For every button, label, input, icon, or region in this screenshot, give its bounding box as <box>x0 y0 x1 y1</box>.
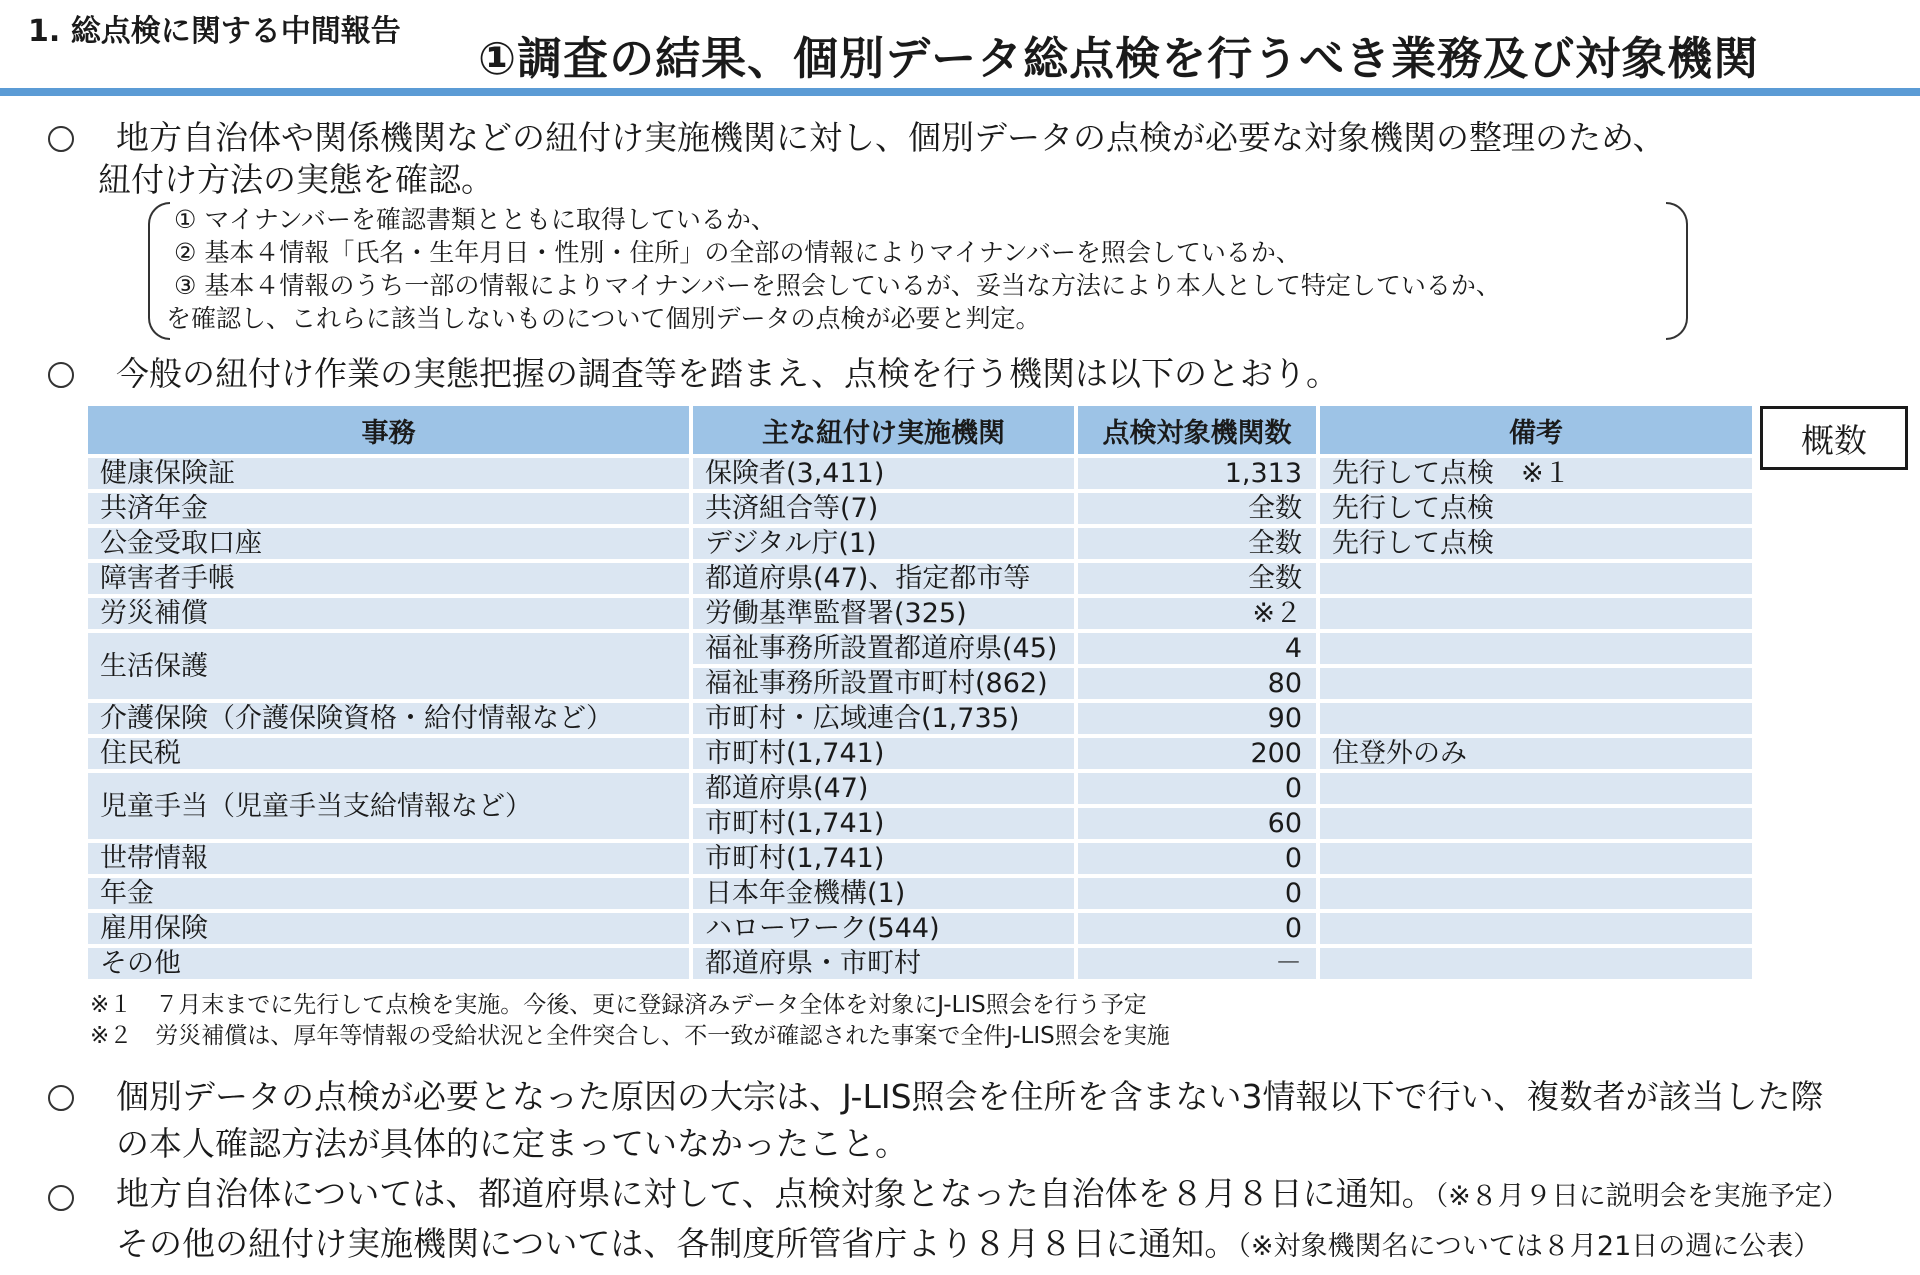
org-cell: 市町村(1,741) <box>693 843 1078 878</box>
table-header-row <box>88 406 1752 458</box>
paragraph-3-line-1: 個別データの点検が必要となった原因の大宗は、J-LIS照会を住所を含まない3情報以下で行い、複数者が該当した際 <box>116 1077 1824 1116</box>
remarks-cell <box>1320 633 1752 668</box>
org-cell: 市町村・広域連合(1,735) <box>693 703 1078 738</box>
section-label: 1. 総点検に関する中間報告 <box>28 14 401 49</box>
paragraph-4-line-1 <box>116 1172 1849 1219</box>
table-row <box>88 703 1752 738</box>
table-row <box>88 843 1752 878</box>
task-cell: その他 <box>88 948 693 983</box>
task-cell: 生活保護 <box>88 633 693 703</box>
count-cell: 0 <box>1078 913 1320 948</box>
org-cell: 福祉事務所設置市町村(862) <box>693 668 1078 703</box>
org-cell: 市町村(1,741) <box>693 808 1078 843</box>
header-task: 事務 <box>88 406 693 458</box>
table-row <box>88 633 1752 668</box>
count-cell: 1,313 <box>1078 458 1320 493</box>
remarks-cell <box>1320 843 1752 878</box>
header-count: 点検対象機関数 <box>1078 406 1320 458</box>
table-row <box>88 773 1752 808</box>
footnote-1: ※１ ７月末までに先行して点検を実施。今後、更に登録済みデータ全体を対象にJ-LIS照会を行う予定 <box>90 992 1147 1018</box>
task-cell: 労災補償 <box>88 598 693 633</box>
task-cell: 雇用保険 <box>88 913 693 948</box>
remarks-cell <box>1320 703 1752 738</box>
count-cell: ※２ <box>1078 598 1320 633</box>
paragraph-4-line-2 <box>116 1222 1820 1269</box>
count-cell: 全数 <box>1078 493 1320 528</box>
table-row <box>88 878 1752 913</box>
criteria-conclusion: を確認し、これらに該当しないものについて個別データの点検が必要と判定。 <box>166 304 1041 333</box>
org-cell: 都道府県・市町村 <box>693 948 1078 983</box>
page-title: ①調査の結果、個別データ総点検を行うべき業務及び対象機関 <box>478 32 1760 85</box>
criteria-box <box>148 202 1688 340</box>
org-cell: ハローワーク(544) <box>693 913 1078 948</box>
remarks-cell <box>1320 913 1752 948</box>
table-row <box>88 458 1752 493</box>
title-rule <box>0 88 1920 96</box>
paragraph-4-line-2-aside: （※対象機関名については８月21日の週に公表） <box>1237 1231 1821 1262</box>
paragraph-1-line-2: 紐付け方法の実態を確認。 <box>98 160 494 199</box>
task-cell: 障害者手帳 <box>88 563 693 598</box>
footnote-2: ※２ 労災補償は、厚年等情報の受給状況と全件突合し、不一致が確認された事案で全件J-LIS照会を実施 <box>90 1023 1170 1049</box>
table-row <box>88 493 1752 528</box>
header-org: 主な紐付け実施機関 <box>693 406 1078 458</box>
count-cell: － <box>1078 948 1320 983</box>
count-cell: 4 <box>1078 633 1320 668</box>
task-cell: 住民税 <box>88 738 693 773</box>
remarks-cell: 住登外のみ <box>1320 738 1752 773</box>
count-cell: 0 <box>1078 878 1320 913</box>
paragraph-4-line-2-text: その他の紐付け実施機関については、各制度所管省庁より８月８日に通知。 <box>116 1224 1238 1263</box>
table-row <box>88 913 1752 948</box>
count-cell: 90 <box>1078 703 1320 738</box>
task-cell: 公金受取口座 <box>88 528 693 563</box>
org-cell: 市町村(1,741) <box>693 738 1078 773</box>
bullet-circle-1 <box>48 126 74 152</box>
task-cell: 介護保険（介護保険資格・給付情報など） <box>88 703 693 738</box>
task-cell: 年金 <box>88 878 693 913</box>
remarks-cell: 先行して点検 <box>1320 493 1752 528</box>
approx-label-box <box>1760 406 1908 470</box>
count-cell: 全数 <box>1078 528 1320 563</box>
remarks-cell: 先行して点検 ※１ <box>1320 458 1752 493</box>
org-cell: 労働基準監督署(325) <box>693 598 1078 633</box>
count-cell: 0 <box>1078 843 1320 878</box>
bullet-circle-4 <box>48 1185 74 1211</box>
org-cell: 都道府県(47)、指定都市等 <box>693 563 1078 598</box>
remarks-cell <box>1320 773 1752 808</box>
org-cell: 都道府県(47) <box>693 773 1078 808</box>
criteria-item-1: ① マイナンバーを確認書類とともに取得しているか、 <box>174 205 776 234</box>
criteria-item-2: ② 基本４情報「氏名・生年月日・性別・住所」の全部の情報によりマイナンバーを照会しているか、 <box>174 238 1301 267</box>
remarks-cell <box>1320 598 1752 633</box>
count-cell: 60 <box>1078 808 1320 843</box>
bullet-circle-3 <box>48 1085 74 1111</box>
org-cell: 保険者(3,411) <box>693 458 1078 493</box>
org-cell: 福祉事務所設置都道府県(45) <box>693 633 1078 668</box>
remarks-cell <box>1320 668 1752 703</box>
remarks-cell <box>1320 948 1752 983</box>
inspection-table <box>88 406 1752 983</box>
table-row <box>88 528 1752 563</box>
header-remarks: 備考 <box>1320 406 1752 458</box>
criteria-item-3: ③ 基本４情報のうち一部の情報によりマイナンバーを照会しているが、妥当な方法により本人として特定しているか、 <box>174 271 1501 300</box>
table-row <box>88 563 1752 598</box>
task-cell: 共済年金 <box>88 493 693 528</box>
org-cell: デジタル庁(1) <box>693 528 1078 563</box>
org-cell: 共済組合等(7) <box>693 493 1078 528</box>
table-row <box>88 738 1752 773</box>
count-cell: 全数 <box>1078 563 1320 598</box>
count-cell: 80 <box>1078 668 1320 703</box>
paragraph-2: 今般の紐付け作業の実態把握の調査等を踏まえ、点検を行う機関は以下のとおり。 <box>116 354 1339 393</box>
bullet-circle-2 <box>48 362 74 388</box>
org-cell: 日本年金機構(1) <box>693 878 1078 913</box>
table-row <box>88 948 1752 983</box>
paragraph-4-line-1-text: 地方自治体については、都道府県に対して、点検対象となった自治体を８月８日に通知。 <box>116 1174 1435 1213</box>
approx-label: 概数 <box>1801 420 1867 460</box>
remarks-cell: 先行して点検 <box>1320 528 1752 563</box>
task-cell: 児童手当（児童手当支給情報など） <box>88 773 693 843</box>
remarks-cell <box>1320 563 1752 598</box>
count-cell: 0 <box>1078 773 1320 808</box>
table-row <box>88 598 1752 633</box>
paragraph-1-line-1: 地方自治体や関係機関などの紐付け実施機関に対し、個別データの点検が必要な対象機関の整理のため、 <box>116 118 1666 157</box>
right-brace <box>1666 202 1688 340</box>
count-cell: 200 <box>1078 738 1320 773</box>
remarks-cell <box>1320 878 1752 913</box>
paragraph-4-line-1-aside: （※８月９日に説明会を実施予定） <box>1434 1181 1849 1212</box>
task-cell: 世帯情報 <box>88 843 693 878</box>
paragraph-3-line-2: の本人確認方法が具体的に定まっていなかったこと。 <box>116 1124 908 1163</box>
remarks-cell <box>1320 808 1752 843</box>
task-cell: 健康保険証 <box>88 458 693 493</box>
